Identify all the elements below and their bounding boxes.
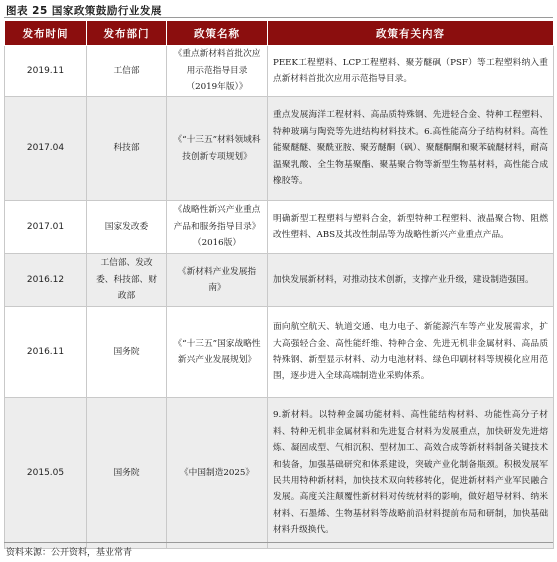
cell-policy-content: 重点发展海洋工程材料、高品质特殊钢、先进轻合金、特种工程塑料、特种玻璃与陶瓷等先进结构材料技术。6.高性能高分子结构材料。高性能聚醚醚、聚酰亚胺、聚芳醚酮（砜）、聚醚酮酮和聚苯硫醚材料，耐高温聚乳酸、全生物基聚酯、聚基聚合物等新型生物基材料，高性能合成橡胶等。 <box>268 97 554 201</box>
cell-policy-name: 《重点新材料首批次应用示范指导目录（2019年版）》 <box>167 46 268 97</box>
cell-department: 国务院 <box>87 307 167 398</box>
cell-date: 2015.05 <box>5 398 87 549</box>
cell-policy-name: 《新材料产业发展指南》 <box>167 254 268 307</box>
table-header-row <box>5 21 554 46</box>
header-policy-content: 政策有关内容 <box>268 21 554 46</box>
cell-date: 2016.12 <box>5 254 87 307</box>
cell-department: 国家发改委 <box>87 201 167 254</box>
cell-policy-name: 《中国制造2025》 <box>167 398 268 549</box>
table-row <box>5 254 554 307</box>
cell-policy-content: PEEK工程塑料、LCP工程塑料、聚芳醚砜（PSF）等工程塑料纳入重点新材料首批次应用示范指导目录。 <box>268 46 554 97</box>
cell-policy-content: 加快发展新材料，对推动技术创新，支撑产业升级，建设制造强国。 <box>268 254 554 307</box>
table-row <box>5 97 554 201</box>
cell-date: 2017.01 <box>5 201 87 254</box>
cell-policy-content: 明确新型工程塑料与塑料合金，新型特种工程塑料、液晶聚合物、阻燃改性塑料、ABS及其改性制品等为战略性新兴产业重点产品。 <box>268 201 554 254</box>
source-note: 资料来源：公开资料，基业常青 <box>6 548 133 558</box>
source-divider <box>4 542 553 543</box>
policy-table <box>4 20 554 549</box>
header-policy-name: 政策名称 <box>167 21 268 46</box>
table-row <box>5 46 554 97</box>
cell-policy-content: 9.新材料。以特种金属功能材料、高性能结构材料、功能性高分子材料、特种无机非金属材料和先进复合材料为发展重点，加快研发先进熔炼、凝固成型、气相沉积、型材加工、高效合成等新材料制备关键技术和装备，加强基础研究和体系建设，突破产业化制备瓶颈。积极发展军民共用特种新材料，加快技术双向转移转化，促进新材料产业军民融合发展。高度关注颠覆性新材料对传统材料的影响，做好超导材料、纳米材料、石墨烯、生物基材料等战略前沿材料提前布局和研制，加快基础材料升级换代。 <box>268 398 554 549</box>
table-row <box>5 307 554 398</box>
table-row <box>5 398 554 549</box>
cell-department: 工信部、发改委、科技部、财政部 <box>87 254 167 307</box>
cell-date: 2016.11 <box>5 307 87 398</box>
cell-policy-name: 《“十三五”国家战略性新兴产业发展规划》 <box>167 307 268 398</box>
cell-policy-content: 面向航空航天、轨道交通、电力电子、新能源汽车等产业发展需求，扩大高强轻合金、高性能纤维、特种合金、先进无机非金属材料、高品质特殊钢、新型显示材料、动力电池材料、绿色印刷材料等规模化应用范围，逐步进入全球高端制造业采购体系。 <box>268 307 554 398</box>
cell-department: 工信部 <box>87 46 167 97</box>
header-department: 发布部门 <box>87 21 167 46</box>
cell-department: 国务院 <box>87 398 167 549</box>
cell-date: 2017.04 <box>5 97 87 201</box>
header-date: 发布时间 <box>5 21 87 46</box>
figure-caption: 图表 25 国家政策鼓励行业发展 <box>6 5 162 17</box>
cell-department: 科技部 <box>87 97 167 201</box>
cell-policy-name: 《“十三五”材料领域科技创新专项规划》 <box>167 97 268 201</box>
table-row <box>5 201 554 254</box>
caption-divider <box>4 17 553 18</box>
cell-policy-name: 《战略性新兴产业重点产品和服务指导目录》（2016版） <box>167 201 268 254</box>
cell-date: 2019.11 <box>5 46 87 97</box>
